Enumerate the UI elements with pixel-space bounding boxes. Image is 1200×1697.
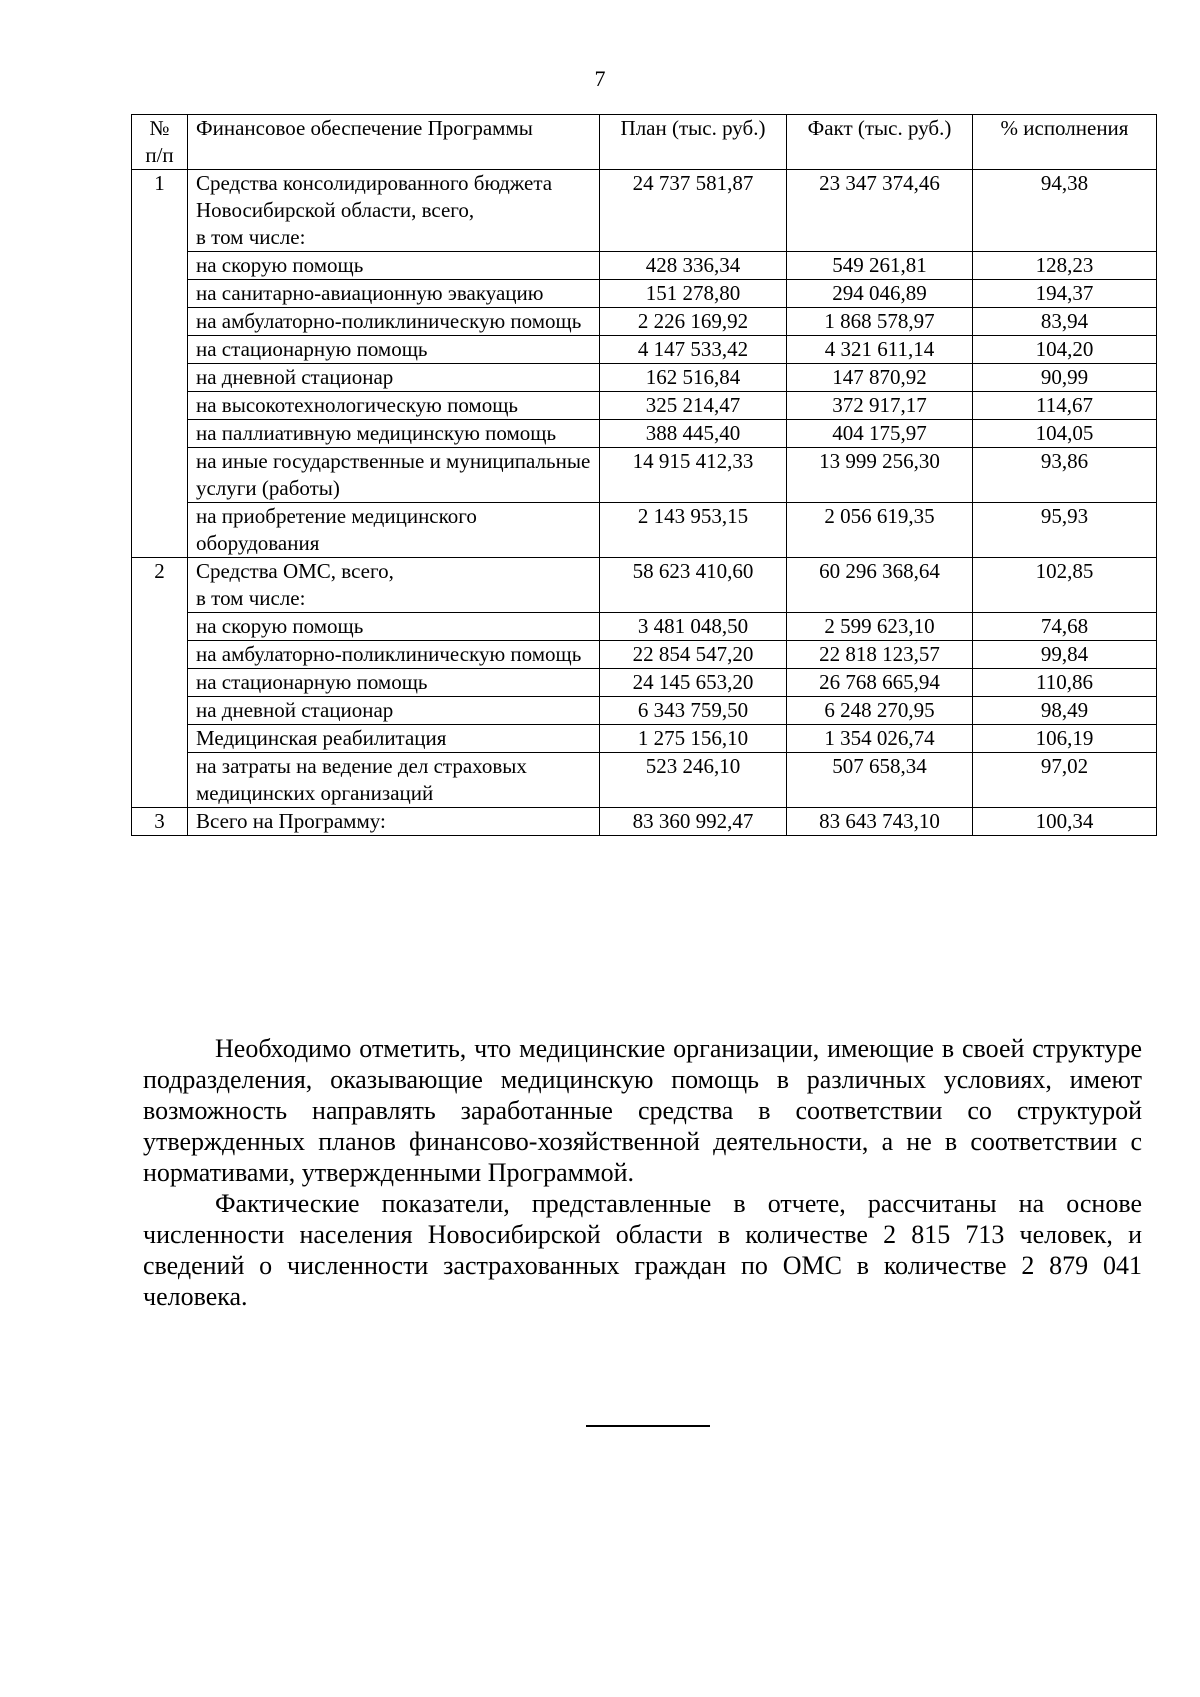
row-name-text: Медицинская реабилитация [196, 726, 447, 750]
row-name-text: на скорую помощь [196, 614, 364, 638]
row-fact: 507 658,34 [787, 753, 973, 808]
row-name-text: Средства ОМС, всего, [196, 559, 394, 583]
row-name [188, 697, 600, 725]
table-row [132, 753, 1157, 808]
row-percent: 74,68 [973, 613, 1157, 641]
table-row [132, 503, 1157, 558]
row-subnote: в том числе: [196, 586, 306, 610]
header-fact: Факт (тыс. руб.) [787, 115, 973, 170]
row-fact: 1 354 026,74 [787, 725, 973, 753]
row-percent: 106,19 [973, 725, 1157, 753]
row-name [188, 641, 600, 669]
row-percent: 114,67 [973, 392, 1157, 420]
row-fact: 23 347 374,46 [787, 170, 973, 252]
row-plan: 24 145 653,20 [600, 669, 787, 697]
row-percent: 90,99 [973, 364, 1157, 392]
row-plan: 14 915 412,33 [600, 448, 787, 503]
row-plan: 83 360 992,47 [600, 808, 787, 836]
row-plan: 4 147 533,42 [600, 336, 787, 364]
row-plan: 3 481 048,50 [600, 613, 787, 641]
row-fact: 26 768 665,94 [787, 669, 973, 697]
row-name [188, 613, 600, 641]
row-name [188, 364, 600, 392]
row-percent: 194,37 [973, 280, 1157, 308]
table-row [132, 558, 1157, 613]
row-plan: 325 214,47 [600, 392, 787, 420]
table-row [132, 392, 1157, 420]
row-name [188, 392, 600, 420]
row-number: 1 [132, 170, 188, 558]
row-plan: 162 516,84 [600, 364, 787, 392]
table-row [132, 170, 1157, 252]
table-row [132, 336, 1157, 364]
row-name [188, 280, 600, 308]
table-row [132, 641, 1157, 669]
row-name-text: на стационарную помощь [196, 337, 428, 361]
row-name [188, 753, 600, 808]
table-header-row [132, 115, 1157, 170]
table-body [132, 170, 1157, 836]
row-name-text: Средства консолидированного бюджета Новосибирской области, всего, [196, 171, 553, 222]
row-percent: 104,05 [973, 420, 1157, 448]
row-fact: 294 046,89 [787, 280, 973, 308]
row-percent: 99,84 [973, 641, 1157, 669]
row-name-text: на паллиативную медицинскую помощь [196, 421, 557, 445]
row-name [188, 808, 600, 836]
body-text [143, 1033, 1142, 1312]
table-row [132, 252, 1157, 280]
row-fact: 6 248 270,95 [787, 697, 973, 725]
row-percent: 94,38 [973, 170, 1157, 252]
row-number: 2 [132, 558, 188, 808]
row-fact: 1 868 578,97 [787, 308, 973, 336]
row-fact: 22 818 123,57 [787, 641, 973, 669]
row-name [188, 725, 600, 753]
row-plan: 24 737 581,87 [600, 170, 787, 252]
row-fact: 13 999 256,30 [787, 448, 973, 503]
row-fact: 549 261,81 [787, 252, 973, 280]
row-percent: 110,86 [973, 669, 1157, 697]
row-name-text: на амбулаторно-поликлиническую помощь [196, 642, 582, 666]
row-percent: 95,93 [973, 503, 1157, 558]
row-subnote: в том числе: [196, 225, 306, 249]
row-name-text: на иные государственные и муниципальные услуги (работы) [196, 449, 591, 500]
row-name-text: на скорую помощь [196, 253, 364, 277]
row-fact: 147 870,92 [787, 364, 973, 392]
row-fact: 83 643 743,10 [787, 808, 973, 836]
table-row [132, 448, 1157, 503]
row-percent: 83,94 [973, 308, 1157, 336]
page-number: 7 [594, 66, 606, 91]
row-percent: 97,02 [973, 753, 1157, 808]
end-rule [586, 1425, 710, 1427]
row-percent: 128,23 [973, 252, 1157, 280]
row-name [188, 336, 600, 364]
row-fact: 372 917,17 [787, 392, 973, 420]
row-plan: 22 854 547,20 [600, 641, 787, 669]
row-plan: 151 278,80 [600, 280, 787, 308]
row-name [188, 669, 600, 697]
row-name-text: на стационарную помощь [196, 670, 428, 694]
row-plan: 1 275 156,10 [600, 725, 787, 753]
row-plan: 428 336,34 [600, 252, 787, 280]
row-fact: 4 321 611,14 [787, 336, 973, 364]
row-name [188, 558, 600, 613]
table-row [132, 697, 1157, 725]
row-name-text: на амбулаторно-поликлиническую помощь [196, 309, 582, 333]
table-row [132, 280, 1157, 308]
paragraph-1: Необходимо отметить, что медицинские организации, имеющие в своей структуре подразделения, оказывающие медицинскую помощь в различных условиях, имеют возможность направлять заработанные средства в соответствии со структурой утвержденных планов финансово-хозяйственной деятельности, а не в соответствии с нормативами, утвержденными Программой. [143, 1034, 1142, 1187]
row-name-text: Всего на Программу: [196, 809, 386, 833]
table-row [132, 420, 1157, 448]
row-percent: 104,20 [973, 336, 1157, 364]
financing-table [131, 114, 1157, 836]
table-row [132, 669, 1157, 697]
row-name [188, 170, 600, 252]
row-name-text: на дневной стационар [196, 365, 394, 389]
row-plan: 2 143 953,15 [600, 503, 787, 558]
header-num: № п/п [132, 115, 188, 170]
table-row [132, 613, 1157, 641]
row-plan: 6 343 759,50 [600, 697, 787, 725]
row-fact: 404 175,97 [787, 420, 973, 448]
row-plan: 58 623 410,60 [600, 558, 787, 613]
row-name [188, 308, 600, 336]
table-row [132, 364, 1157, 392]
row-plan: 523 246,10 [600, 753, 787, 808]
table-row [132, 808, 1157, 836]
row-name-text: на санитарно-авиационную эвакуацию [196, 281, 544, 305]
row-name [188, 503, 600, 558]
row-name-text: на высокотехнологическую помощь [196, 393, 518, 417]
table-row [132, 725, 1157, 753]
header-name: Финансовое обеспечение Программы [188, 115, 600, 170]
row-plan: 388 445,40 [600, 420, 787, 448]
row-number: 3 [132, 808, 188, 836]
row-plan: 2 226 169,92 [600, 308, 787, 336]
row-fact: 60 296 368,64 [787, 558, 973, 613]
row-percent: 100,34 [973, 808, 1157, 836]
row-name [188, 448, 600, 503]
row-name-text: на дневной стационар [196, 698, 394, 722]
row-percent: 102,85 [973, 558, 1157, 613]
row-name-text: на затраты на ведение дел страховых медицинских организаций [196, 754, 527, 805]
header-percent: % исполнения [973, 115, 1157, 170]
row-percent: 93,86 [973, 448, 1157, 503]
header-plan: План (тыс. руб.) [600, 115, 787, 170]
row-percent: 98,49 [973, 697, 1157, 725]
paragraph-2: Фактические показатели, представленные в отчете, рассчитаны на основе численности населения Новосибирской области в количестве 2 815 713 человек, и сведений о численности застрахованных граждан по ОМС в количестве 2 879 041 человека. [143, 1189, 1142, 1311]
row-name [188, 252, 600, 280]
table-row [132, 308, 1157, 336]
row-name [188, 420, 600, 448]
row-fact: 2 056 619,35 [787, 503, 973, 558]
row-name-text: на приобретение медицинского оборудования [196, 504, 477, 555]
row-fact: 2 599 623,10 [787, 613, 973, 641]
